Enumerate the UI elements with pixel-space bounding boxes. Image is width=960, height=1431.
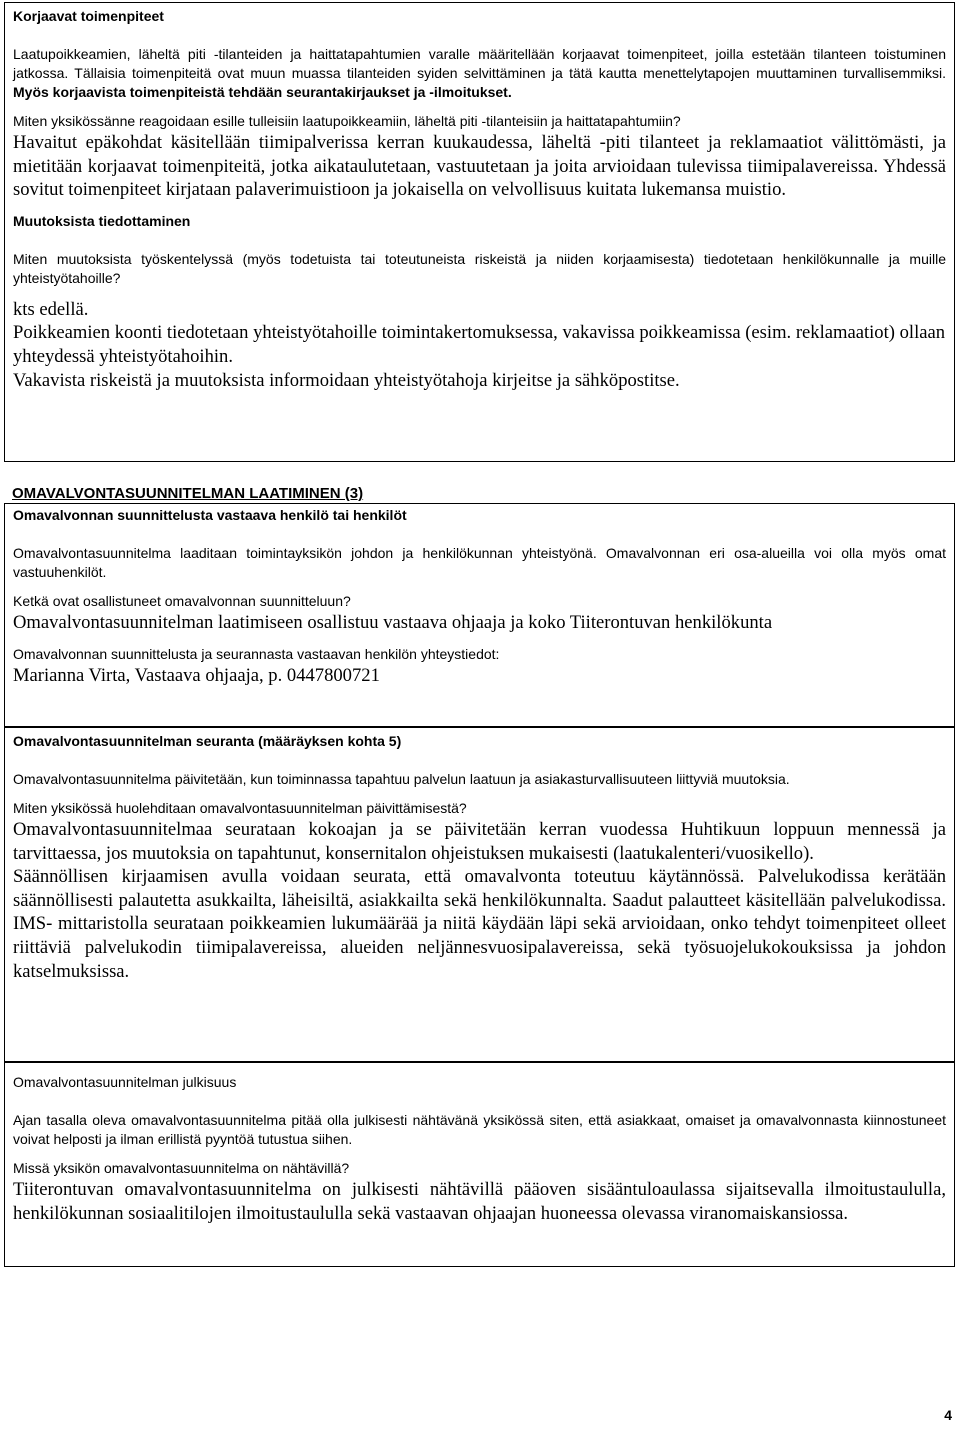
participants-question: Ketkä ovat osallistuneet omavalvonnan suunnitteluun? xyxy=(13,593,351,609)
plan-update-answer-2: Säännöllisen kirjaamisen avulla voidaan seurata, että omavalvonta toteutuu käytännössä. Palvelukodissa kerätään säännöllisesti palautetta asukkailta, läheisiltä, asiakkailta sekä henkilökunnalta. Saadut palautteet käsitellään palvelukodissa. IMS- mittaristolla seurataan poikkeamien lukumäärää ja niitä käydään läpi sekä arvioidaan, onko tehdyt toimenpiteet olleet riittäviä palvelukodin tiimipalavereissa, alueiden neljännesvuosipalavereissa, sekä työsuojelukokouksissa ja johdon katselmuksissa. xyxy=(13,866,946,982)
plan-publicity-box xyxy=(4,1062,955,1267)
contact-question: Omavalvonnan suunnittelusta ja seurannasta vastaavan henkilön yhteystiedot: xyxy=(13,645,500,662)
plan-location-answer: Tiiterontuvan omavalvontasuunnitelma on julkisesti nähtävillä pääoven sisääntuloaulassa sijaitsevalla ilmoitustaululla, henkilökunnan sosiaalitilojen ilmoitustaululla sekä vastaavan ohjaajan huoneessa olevassa viranomaiskansiossa. xyxy=(13,1179,946,1224)
reaction-question: Miten yksikössänne reagoidaan esille tulleisiin laatupoikkeamiin, läheltä piti -tilanteisiin ja haittatapahtumiin? xyxy=(13,113,681,129)
contact-answer: Marianna Virta, Vastaava ohjaaja, p. 0447800721 xyxy=(13,664,380,686)
plan-monitoring-heading: Omavalvontasuunnitelman seuranta (määräyksen kohta 5) xyxy=(13,733,402,749)
section-title: OMAVALVONTASUUNNITELMAN LAATIMINEN (3) xyxy=(12,485,364,502)
planning-responsibility-heading: Omavalvonnan suunnittelusta vastaava henkilö tai henkilöt xyxy=(13,507,407,523)
plan-monitoring-box xyxy=(4,727,955,1062)
page-number: 4 xyxy=(944,1407,952,1423)
corrective-actions-intro-text: Laatupoikkeamien, läheltä piti -tilanteiden ja haittatapahtumien varalle määritellään korjaavat toimenpiteet, joilla estetään tilanteen toistuminen jatkossa. Tällaisia toimenpiteitä ovat muun muassa tilanteiden syiden selvittäminen ja tätä kautta menettelytapojen muuttaminen turvallisemmiksi. xyxy=(13,46,946,81)
change-answer-line-3: Vakavista riskeistä ja muutoksista informoidaan yhteistyötahoja kirjeitse ja sähköpostitse. xyxy=(13,369,680,391)
plan-publicity-intro: Ajan tasalla oleva omavalvontasuunnitelma pitää olla julkisesti nähtävänä yksikössä siten, että asiakkaat, omaiset ja omavalvonnasta kiinnostuneet voivat helposti ja ilman erillistä pyyntöä tutustua siihen. xyxy=(13,1112,946,1147)
change-communication-heading: Muutoksista tiedottaminen xyxy=(13,212,191,229)
plan-monitoring-intro: Omavalvontasuunnitelma päivitetään, kun toiminnassa tapahtuu palvelun laatuun ja asiakasturvallisuuteen liittyviä muutoksia. xyxy=(13,771,790,787)
plan-publicity-heading: Omavalvontasuunnitelman julkisuus xyxy=(13,1074,237,1090)
planning-responsibility-intro: Omavalvontasuunnitelma laaditaan toimintayksikön johdon ja henkilökunnan yhteistyönä. Omavalvonnan eri osa-alueilla voi olla myös omat vastuuhenkilöt. xyxy=(13,545,946,580)
planning-responsibility-box xyxy=(4,503,955,727)
corrective-actions-box xyxy=(4,2,955,462)
plan-location-question: Missä yksikön omavalvontasuunnitelma on nähtävillä? xyxy=(13,1160,350,1176)
change-communication-question: Miten muutoksista työskentelyssä (myös todetuista tai toteutuneista riskeistä ja niiden korjaamisesta) tiedotetaan henkilökunnalle ja muille yhteistyötahoille? xyxy=(13,250,946,286)
reaction-answer: Havaitut epäkohdat käsitellään tiimipalverissa kerran kuukaudessa, läheltä -piti tilanteet ja reklamaatiot välittömästi, ja mietitään korjaavat toimenpiteitä, jotka aikataulutetaan, vastuutetaan ja joita arvioidaan tulevissa tiimipalavereissa. Yhdessä sovitut toimenpiteet kirjataan palaverimuistioon ja jokaisella on velvollisuus kuitata lukemansa muistio. xyxy=(13,132,946,201)
corrective-actions-intro xyxy=(13,45,946,102)
change-answer-line-2: Poikkeamien koonti tiedotetaan yhteistyötahoille toimintakertomuksessa, vakavissa poikkeamissa (esim. reklamaatiot) ollaan yhteydessä yhteistyötahoihin. xyxy=(13,322,946,367)
participants-answer: Omavalvontasuunnitelman laatimiseen osallistuu vastaava ohjaaja ja koko Tiiterontuvan henkilökunta xyxy=(13,612,773,633)
plan-update-question: Miten yksikössä huolehditaan omavalvontasuunnitelman päivittämisestä? xyxy=(13,800,467,816)
corrective-actions-heading: Korjaavat toimenpiteet xyxy=(13,8,164,24)
plan-update-answer-1: Omavalvontasuunnitelmaa seurataan kokoajan ja se päivitetään kerran vuodessa Huhtikuun loppuun mennessä ja tarvittaessa, jos muutoksia on tapahtunut, konsernitalon ohjeistuksen mukaisesti (laatukalenteri/vuosikello). xyxy=(13,819,946,864)
corrective-actions-intro-bold: Myös korjaavista toimenpiteistä tehdään seurantakirjaukset ja -ilmoitukset. xyxy=(13,84,512,100)
change-answer-line-1: kts edellä. xyxy=(13,298,89,320)
